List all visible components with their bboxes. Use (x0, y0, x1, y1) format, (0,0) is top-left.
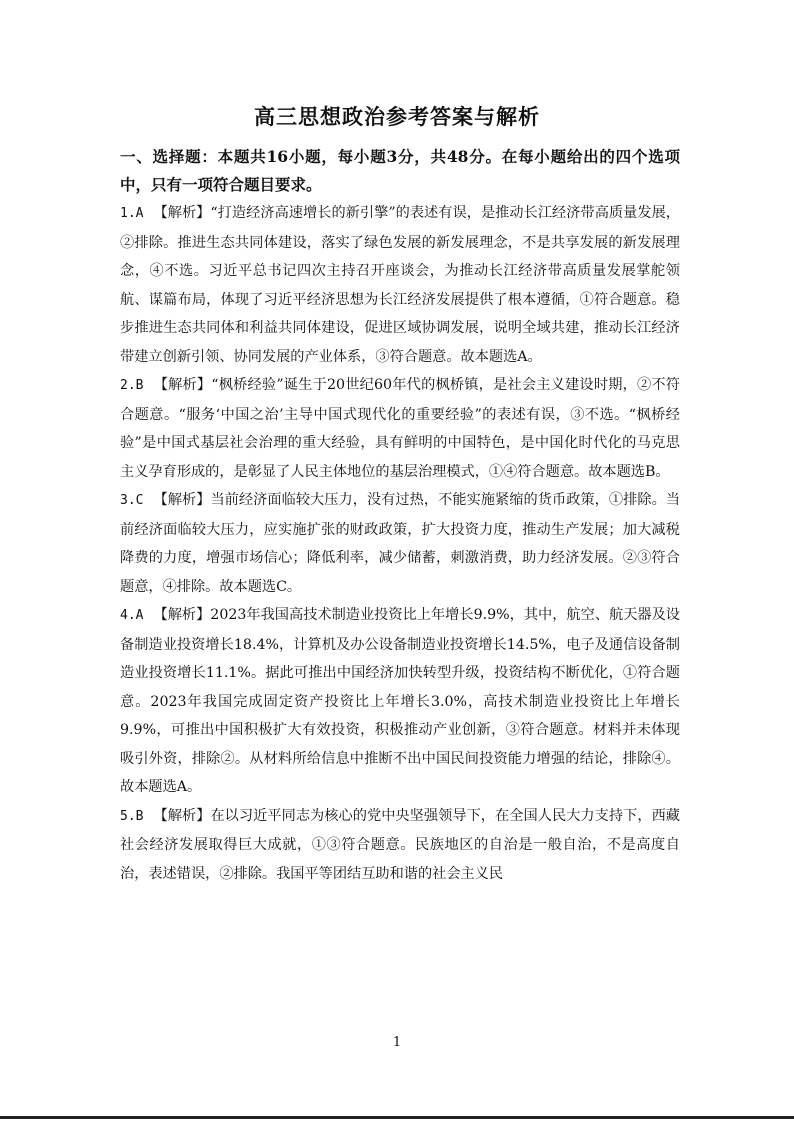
bottom-divider (0, 1116, 794, 1119)
answer-number: 4.A (120, 608, 144, 623)
answer-item (120, 802, 680, 889)
answer-item (120, 486, 680, 601)
answer-explanation: 【解析】当前经济面临较大压力，没有过热，不能实施紧缩的货币政策，①排除。当前经济面临较大压力，应实施扩张的财政政策，扩大投资力度，推动生产发展；加大减税降费的力度，增强市场信心；降低利率，减少储蓄，刺激消费，助力经济发展。②③符合题意，④排除。故本题选C。 (120, 492, 680, 595)
answer-number: 3.C (120, 493, 144, 508)
answer-explanation: 【解析】2023年我国高技术制造业投资比上年增长9.9%，其中，航空、航天器及设备制造业投资增长18.4%，计算机及办公设备制造业投资增长14.5%，电子及通信设备制造业投资增长11.1%。据此可推出中国经济加快转型升级，投资结构不断优化，①符合题意。2023年我国完成固定资产投资比上年增长3.0%，高技术制造业投资比上年增长9.9%，可推出中国积极扩大有效投资，积极推动产业创新，③符合题意。材料并未体现吸引外资，排除②。从材料所给信息中推断不出中国民间投资能力增强的结论，排除④。故本题选A。 (120, 607, 680, 795)
answer-number: 2.B (120, 378, 144, 393)
answer-explanation: 【解析】“打造经济高速增长的新引擎”的表述有误，是推动长江经济带高质量发展，②排除。推进生态共同体建设，落实了绿色发展的新发展理念，不是共享发展的新发展理念，④不选。习近平总书记四次主持召开座谈会，为推动长江经济带高质量发展掌舵领航、谋篇布局，体现了习近平经济思想为长江经济发展提供了根本遵循，①符合题意。稳步推进生态共同体和利益共同体建设，促进区域协调发展，说明全域共建，推动长江经济带建立创新引领、协同发展的产业体系，③符合题意。故本题选A。 (120, 205, 680, 365)
answer-list (120, 199, 680, 888)
section-heading: 一、选择题：本题共16小题，每小题3分，共48分。在每小题给出的四个选项中，只有一项符合题目要求。 (120, 147, 680, 194)
answer-item (120, 199, 680, 371)
answer-item (120, 601, 680, 802)
answer-explanation: 【解析】在以习近平同志为核心的党中央坚强领导下，在全国人民大力支持下，西藏社会经济发展取得巨大成就，①③符合题意。民族地区的自治是一般自治，不是高度自治，表述错误，②排除。我国平等团结互助和谐的社会主义民 (120, 807, 680, 882)
page-number: 1 (392, 1035, 402, 1050)
answer-number: 5.B (120, 808, 144, 824)
page-title: 高三思想政治参考答案与解析 (254, 104, 540, 129)
answer-number: 1.A (120, 206, 144, 221)
answer-explanation: 【解析】“枫桥经验”诞生于20世纪60年代的枫桥镇，是社会主义建设时期，②不符合题意。“服务‘中国之治’主导中国式现代化的重要经验”的表述有误，③不选。“枫桥经验”是中国式基层社会治理的重大经验，具有鲜明的中国特色，是中国化时代化的马克思主义孕育形成的，是彰显了人民主体地位的基层治理模式，①④符合题意。故本题选B。 (120, 377, 680, 480)
answer-item (120, 371, 680, 486)
